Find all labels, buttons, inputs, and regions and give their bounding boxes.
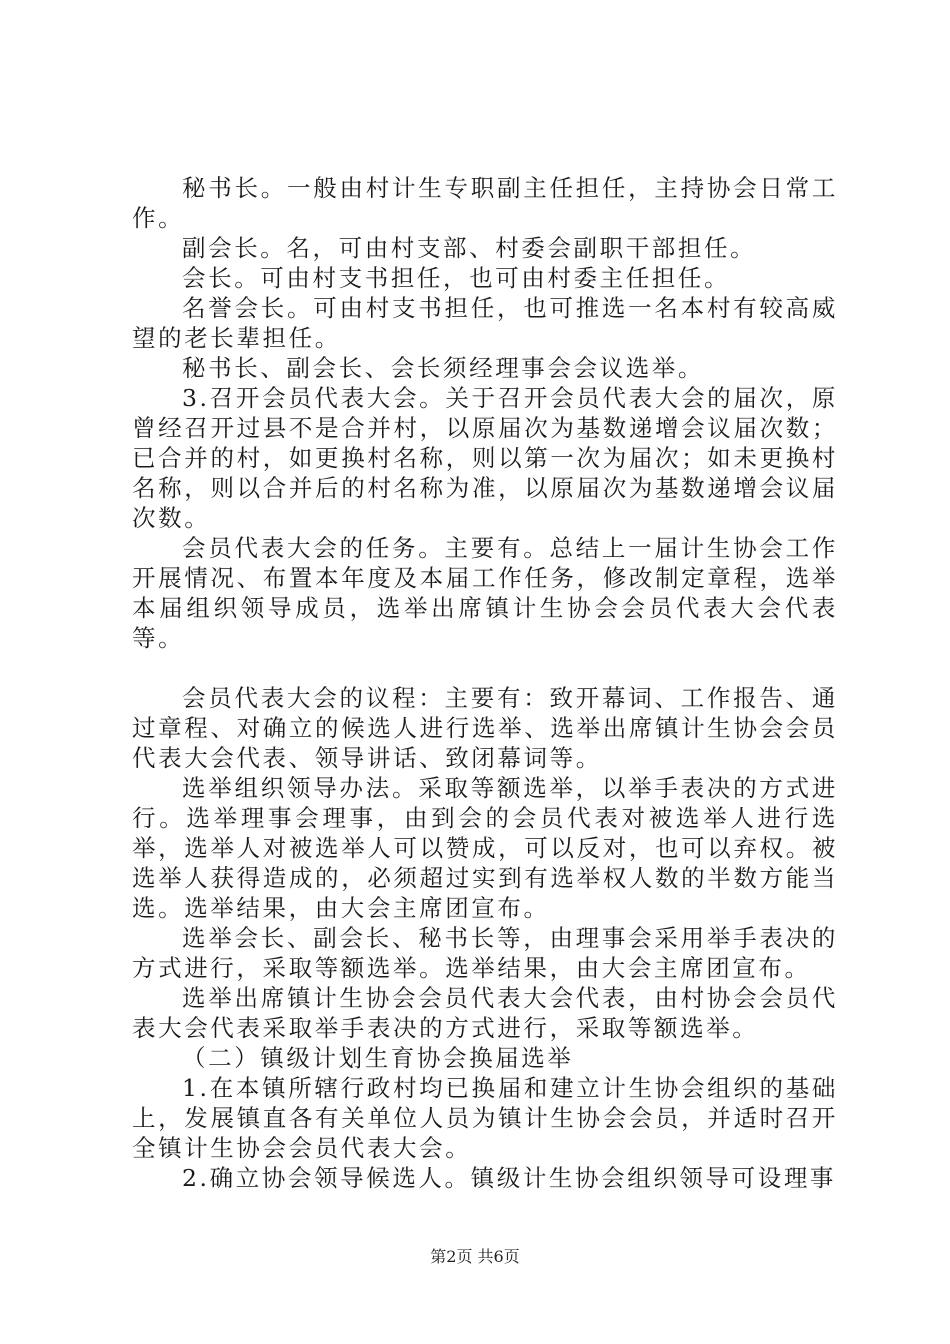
paragraph: 选举组织领导办法。采取等额选举，以举手表决的方式进行。选举理事会理事，由到会的会员代表对被选举人进行选举，选举人对被选举人可以赞成，可以反对，也可以弃权。被选举人获得造成的，必须超过实到有选举权人数的半数方能当选。选举结果，由大会主席团宣布。	[132, 774, 838, 922]
paragraph: 副会长。名，可由村支部、村委会副职干部担任。	[182, 234, 757, 262]
paragraph: 选举会长、副会长、秘书长等，由理事会采用举手表决的方式进行，采取等额选举。选举结果，由大会主席团宣布。	[132, 924, 838, 982]
page-footer: 第2页 共6页	[430, 1247, 520, 1266]
paragraph: 2.确立协会领导候选人。镇级计生协会组织领导可设理事	[182, 1164, 837, 1192]
paragraph: 3.召开会员代表大会。关于召开会员代表大会的届次，原曾经召开过县不是合并村，以原届次为基数递增会议届次数；已合并的村，如更换村名称，则以第一次为届次；如未更换村名称，则以合并后的村名称为准，以原届次为基数递增会议届次数。	[132, 384, 838, 532]
paragraph: 名誉会长。可由村支书担任，也可推选一名本村有较高威望的老长辈担任。	[132, 294, 838, 352]
paragraph: 1.在本镇所辖行政村均已换届和建立计生协会组织的基础上，发展镇直各有关单位人员为镇计生协会会员，并适时召开全镇计生协会会员代表大会。	[132, 1074, 838, 1162]
section-heading: （二）镇级计划生育协会换届选举	[182, 1044, 574, 1072]
body-text	[132, 173, 838, 1193]
paragraph: 会长。可由村支书担任，也可由村委主任担任。	[182, 264, 731, 292]
paragraph: 选举出席镇计生协会会员代表大会代表，由村协会会员代表大会代表采取举手表决的方式进行，采取等额选举。	[132, 984, 838, 1042]
paragraph: 会员代表大会的任务。主要有。总结上一届计生协会工作开展情况、布置本年度及本届工作任务，修改制定章程，选举本届组织领导成员，选举出席镇计生协会会员代表大会代表等。	[132, 534, 838, 652]
paragraph: 秘书长、副会长、会长须经理事会会议选举。	[182, 354, 704, 382]
paragraph: 会员代表大会的议程：主要有：致开幕词、工作报告、通过章程、对确立的候选人进行选举、选举出席镇计生协会会员代表大会代表、领导讲话、致闭幕词等。	[132, 684, 838, 772]
paragraph: 秘书长。一般由村计生专职副主任担任，主持协会日常工作。	[132, 174, 838, 232]
